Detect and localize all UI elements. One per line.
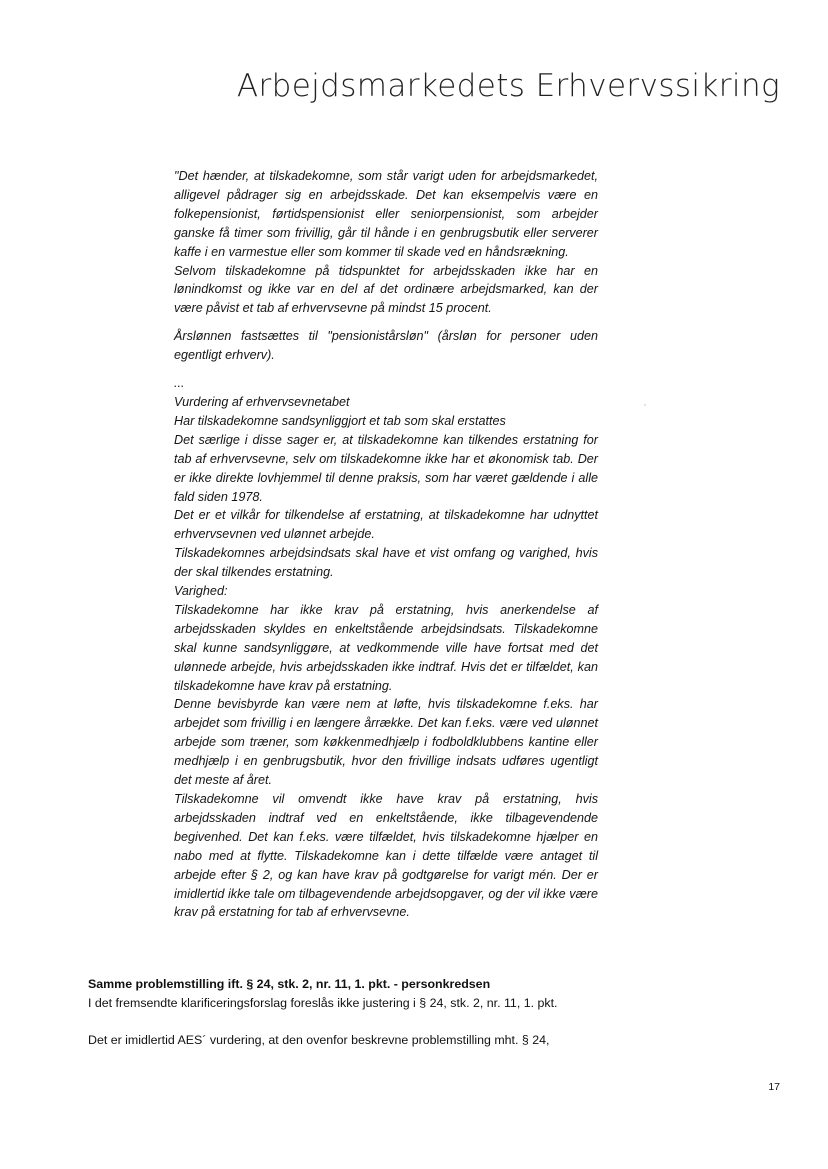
quote-subheading: Vurdering af erhvervsevnetabet — [174, 394, 350, 409]
quote-subheading: Har tilskadekomne sandsynliggjort et tab som skal erstattes — [174, 413, 506, 428]
quoted-excerpt — [174, 167, 598, 922]
body-section — [88, 975, 600, 1050]
quote-paragraph: Selvom tilskadekomne på tidspunktet for arbejdsskaden ikke har en lønindkomst og ikke var en del af det ordinære arbejdsmarked, kan der være påvist et tab af erhvervsevne på mindst 15 procent. — [174, 263, 598, 316]
scan-speck — [644, 404, 646, 406]
quote-paragraph: Tilskadekomnes arbejdsindsats skal have et vist omfang og varighed, hvis der skal tilkendes erstatning. — [174, 546, 598, 580]
section-paragraph: Det er imidlertid AES´ vurdering, at den ovenfor beskrevne problemstilling mht. § 24, — [88, 1033, 550, 1047]
page-number: 17 — [768, 1081, 780, 1093]
quote-paragraph: Det særlige i disse sager er, at tilskadekomne kan tilkendes erstatning for tab af erhvervsevne, selv om tilskadekomne ikke har et økonomisk tab. Der er ikke direkte lovhjemmel til denne praksis, som har været gældende i alle fald siden 1978. — [174, 432, 598, 504]
quote-paragraph: Det er et vilkår for tilkendelse af erstatning, at tilskadekomne har udnyttet erhvervsevnen ved ulønnet arbejde. — [174, 508, 598, 542]
quote-paragraph: Denne bevisbyrde kan være nem at løfte, hvis tilskadekomne f.eks. har arbejdet som frivillig i en længere årrække. Det kan f.eks. være ved ulønnet arbejde som træner, som køkkenmedhjælp i fodboldklubbens kantine eller medhjælp i en genbrugsbutik, hvor den frivillige indsats udføres ugentligt det meste af året. — [174, 697, 598, 788]
quote-paragraph: Tilskadekomne vil omvendt ikke have krav på erstatning, hvis arbejdsskaden indtraf ved en enkeltstående, ikke tilbagevendende begivenhed. Det kan f.eks. være tilfældet, hvis tilskadekomne hjælper en nabo med at flytte. Tilskadekomne kan i dette tilfælde være antaget til arbejde efter § 2, og kan have krav på godtgørelse for varigt mén. Der er imidlertid ikke tale om tilbagevendende arbejdsopgaver, og der vil ikke være krav på erstatning for tab af erhvervsevne. — [174, 792, 598, 920]
quote-ellipsis: ... — [174, 376, 185, 391]
quote-paragraph: Årslønnen fastsættes til "pensionistårsløn" (årsløn for personer uden egentligt erhverv). — [174, 329, 598, 363]
quote-subheading: Varighed: — [174, 584, 228, 599]
page-header-title: Arbejdsmarkedets Erhvervssikring — [236, 68, 780, 104]
quote-paragraph: Tilskadekomne har ikke krav på erstatning, hvis anerkendelse af arbejdsskaden skyldes en enkeltstående arbejdsindsats. Tilskadekomne skal kunne sandsynliggøre, at vedkommende ville have fortsat med det ulønnede arbejde, hvis arbejdsskaden ikke indtraf. Hvis det er tilfældet, kan tilskadekomne have krav på erstatning. — [174, 602, 598, 693]
section-heading: Samme problemstilling ift. § 24, stk. 2, nr. 11, 1. pkt. - personkredsen — [88, 977, 491, 991]
quote-paragraph: "Det hænder, at tilskadekomne, som står varigt uden for arbejdsmarkedet, alligevel pådrager sig en arbejdsskade. Det kan eksempelvis være en folkepensionist, førtidspensionist eller seniorpensionist, som arbejder ganske få timer som frivillig, går til hånde i en genbrugsbutik eller serverer kaffe i en varmestue eller som kommer til skade ved en håndsrækning. — [174, 169, 598, 259]
section-paragraph: I det fremsendte klarificeringsforslag foreslås ikke justering i § 24, stk. 2, nr. 11, 1. pkt. — [88, 995, 558, 1010]
